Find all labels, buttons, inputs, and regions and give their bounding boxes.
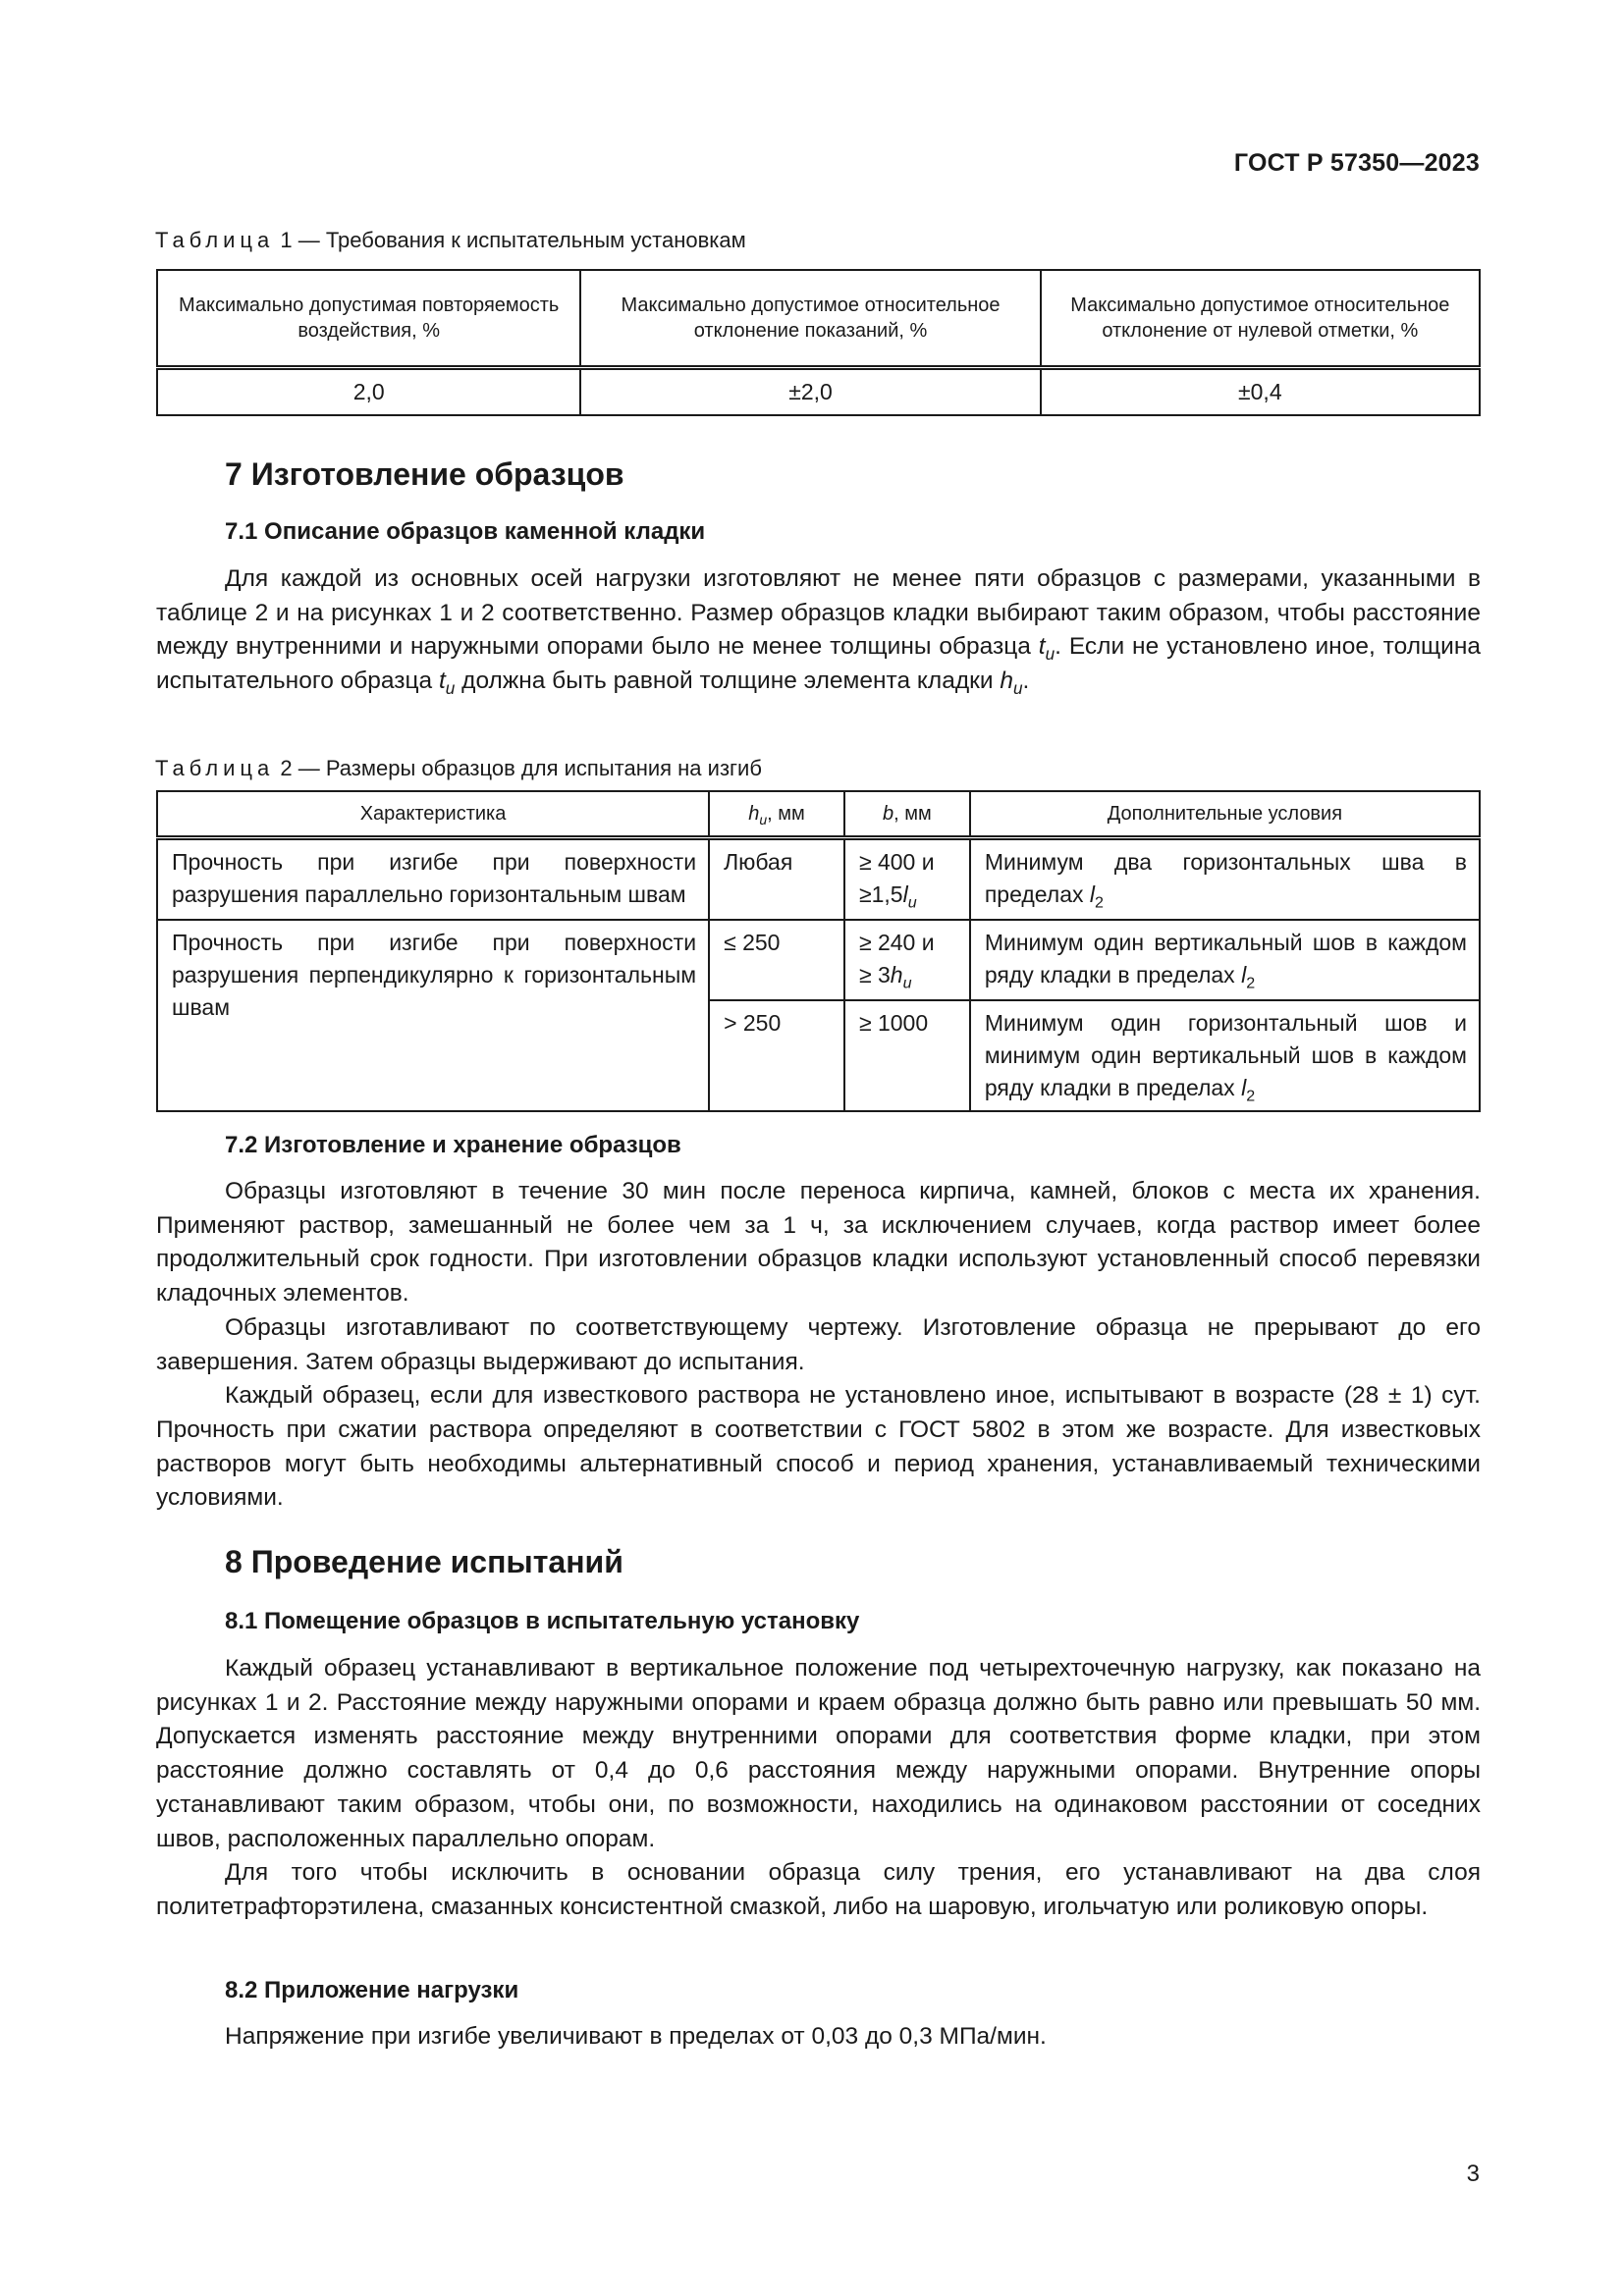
table2-header-cell: $h_u$, мм [709, 791, 844, 838]
table2-header-cell: Дополнительные условия [970, 791, 1480, 838]
table1-value-cell: ±0,4 [1041, 368, 1480, 416]
table1-value-cell: ±2,0 [580, 368, 1040, 416]
table2-cell: ≥ 240 и ≥ $3h_u$ [844, 920, 970, 1000]
table1 [156, 269, 1481, 416]
page-number: 3 [1466, 2161, 1480, 2187]
table1-header-cell: Максимально допустимая повторяемость воздействия, % [157, 270, 580, 368]
table-row [157, 838, 1480, 921]
paragraph: Каждый образец, если для известкового раствора не установлено иное, испытывают в возрасте (28 ± 1) сут. Прочность при сжатии раствора определяют в соответствии с ГОСТ 5802 в этом же возрасте. Для известковых растворов могут быть необходимы альтернативный способ и период хранения, устанавливаемый техническими условиями. [156, 1382, 1481, 1512]
table2-cell: ≥ 400 и $\ge 1,5l_u$ [844, 838, 970, 921]
table1-value-cell: 2,0 [157, 368, 580, 416]
table1-header-cell: Максимально допустимое относительное отклонение показаний, % [580, 270, 1040, 368]
table1-value-row [157, 368, 1480, 416]
section-7-1-title: 7.1 Описание образцов каменной кладки [225, 518, 706, 545]
section-7-2-title: 7.2 Изготовление и хранение образцов [225, 1132, 681, 1158]
table2-caption [155, 756, 762, 781]
table1-header-cell: Максимально допустимое относительное отклонение от нулевой отметки, % [1041, 270, 1480, 368]
table2-caption-text: 2 — Размеры образцов для испытания на изгиб [274, 756, 762, 780]
section-8-title: 8 Проведение испытаний [225, 1544, 623, 1579]
section-8-1-title: 8.1 Помещение образцов в испытательную установку [225, 1608, 860, 1634]
table2-cell: Минимум один вертикальный шов в каждом ряду кладки в пределах $l_2$ [970, 920, 1480, 1000]
table2 [156, 790, 1481, 1112]
paragraph: Для каждой из основных осей нагрузки изготовляют не менее пяти образцов с размерами, указанными в таблице 2 и на рисунках 1 и 2 соответственно. Размер образцов кладки выбирают таким образом, чтобы расстояние между внутренними и наружными опорами было не менее толщины образца $t_u$. Если не установлено иное, толщина испытательного образца $t_u$ должна быть равной толщине элемента кладки $h_u$. [156, 565, 1481, 699]
section-8-1-body [156, 1652, 1481, 1925]
table1-caption-word: Таблица [155, 228, 275, 252]
paragraph: Для того чтобы исключить в основании образца силу трения, его устанавливают на два слоя политетрафторэтилена, смазанных консистентной смазкой, либо на шаровую, игольчатую или роликовую опоры. [156, 1859, 1481, 1920]
document-code: ГОСТ Р 57350—2023 [1233, 149, 1480, 177]
paragraph: Каждый образец устанавливают в вертикальное положение под четырехточечную нагрузку, как показано на рисунках 1 и 2. Расстояние между наружными опорами и краем образца должно быть равно или превышать 50 мм. Допускается изменять расстояние между внутренними опорами для соответствия форме кладки, при этом расстояние должно составлять от 0,4 до 0,6 расстояния между наружными опорами. Внутренние опоры устанавливают таким образом, чтобы они, по возможности, находились на одинаковом расстоянии от соседних швов, расположенных параллельно опорам. [156, 1655, 1481, 1852]
paragraph: Напряжение при изгибе увеличивают в пределах от 0,03 до 0,3 МПа/мин. [225, 2023, 1047, 2050]
table1-caption [155, 228, 746, 253]
table1-header-row [157, 270, 1480, 368]
section-7-title: 7 Изготовление образцов [225, 456, 624, 492]
table2-caption-word: Таблица [155, 756, 275, 780]
table2-header-cell: b, мм [844, 791, 970, 838]
table-row [157, 920, 1480, 1000]
table2-cell: Прочность при изгибе при поверхности разрушения параллельно горизонтальным швам [157, 838, 709, 921]
paragraph: Образцы изготовляют в течение 30 мин после переноса кирпича, камней, блоков с места их хранения. Применяют раствор, замешанный не более чем за 1 ч, за исключением случаев, когда раствор имеет более продолжительный срок годности. При изготовлении образцов кладки используют установленный способ перевязки кладочных элементов. [156, 1178, 1481, 1308]
table2-cell: > 250 [709, 1000, 844, 1111]
table2-cell: Любая [709, 838, 844, 921]
table2-cell: Прочность при изгибе при поверхности разрушения перпендикулярно к горизонтальным швам [157, 920, 709, 1111]
table2-cell: ≤ 250 [709, 920, 844, 1000]
table2-cell: Минимум один горизонтальный шов и минимум один вертикальный шов в каждом ряду кладки в пределах $l_2$ [970, 1000, 1480, 1111]
table2-cell: Минимум два горизонтальных шва в пределах $l_2$ [970, 838, 1480, 921]
table1-caption-text: 1 — Требования к испытательным установкам [274, 228, 746, 252]
table2-cell: ≥ 1000 [844, 1000, 970, 1111]
section-7-1-body [156, 562, 1481, 699]
section-8-2-body [156, 2020, 1481, 2055]
paragraph: Образцы изготавливают по соответствующему чертежу. Изготовление образца не прерывают до его завершения. Затем образцы выдерживают до испытания. [156, 1313, 1481, 1375]
section-8-2-title: 8.2 Приложение нагрузки [225, 1977, 519, 2003]
table2-header-cell: Характеристика [157, 791, 709, 838]
section-7-2-body [156, 1175, 1481, 1516]
table2-header-row [157, 791, 1480, 838]
